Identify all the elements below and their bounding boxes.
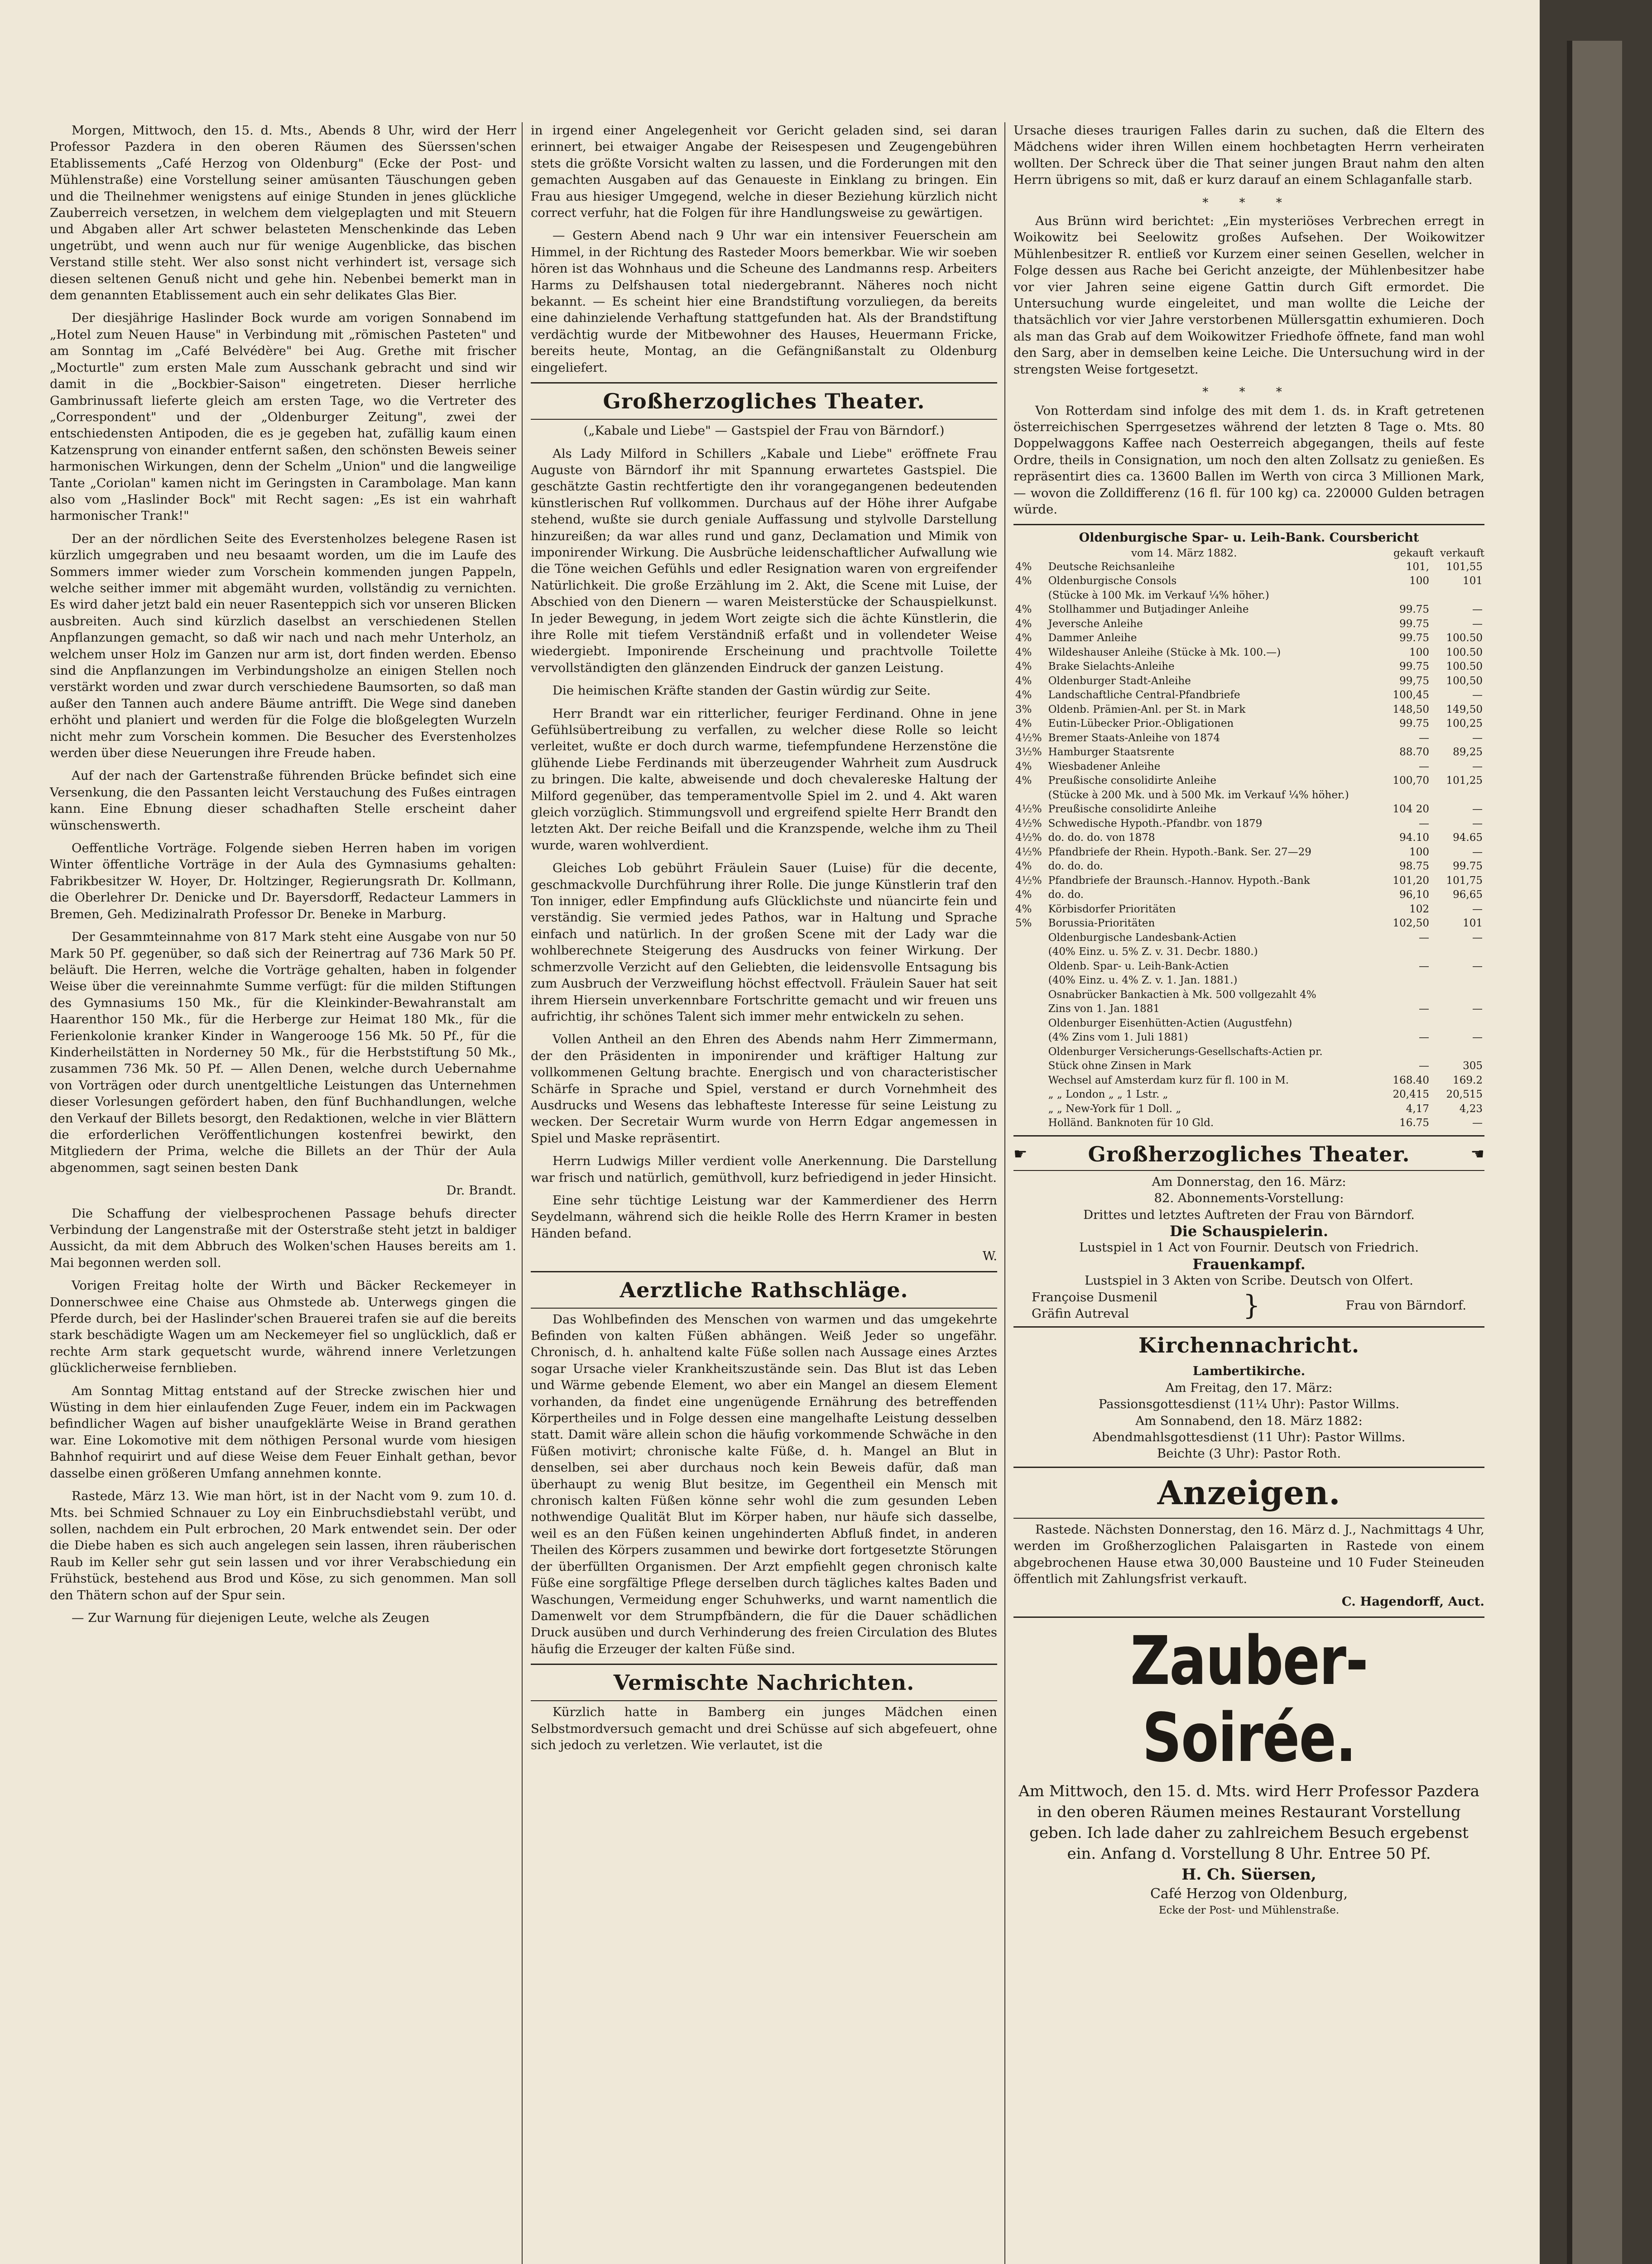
kurs-name: Hamburger Staatsrente <box>1048 746 1175 758</box>
kurs-row <box>1013 1045 1484 1060</box>
kurs-rate <box>1013 945 1047 959</box>
brace-icon: } <box>1243 1290 1260 1321</box>
kurs-verkauft: — <box>1472 817 1483 830</box>
column-divider <box>522 122 523 2264</box>
kurs-row <box>1013 560 1484 575</box>
kurs-rate: 4% <box>1015 689 1032 701</box>
theater-review-2: Die heimischen Kräfte standen der Gastin würdig zur Seite. <box>552 683 931 698</box>
kurs-verkauft: 101,25 <box>1446 775 1483 787</box>
kurs-row <box>1013 1074 1484 1088</box>
kurs-rate: 4% <box>1015 604 1032 616</box>
kurs-gekauft: — <box>1419 931 1429 944</box>
theater-review-1: Als Lady Milford in Schillers „Kabale und Liebe" eröffnete Frau Auguste von Bärndorf ihr mit Spannung erwartetes Gastspiel. Die geschätzte Gastin rechtfertigte den ihr vorangegangenen bedeutenden künstlerischen Ruf vollkommen. Durchaus auf der Höhe ihrer Aufgabe stehend, wußte sie durch geniale Auffassung und stylvolle Darstellung hinzureißen; da war alles rund und ganz, Declamation und Mimik von imponirender Wirkung. Die Ausbrüche leidenschaftlicher Aufwallung wie die Töne weichen Gefühls und edler Resignation waren von ergreifender Natürlichkeit. Die große Erzählung im 2. Akt, die Scene mit Luise, der Abschied von den Dienern — waren Meisterstücke der Schauspielkunst. In jeder Bewegung, in jedem Wort zeigte sich die ächte Künstlerin, die ihre Rolle mit tiefem Verständniß erfaßt und in vollendeter Weise wiedergiebt. Imponirende Erscheinung und prachtvolle Toilette vervollständigten den glänzenden Eindruck der ganzen Leistung. <box>531 446 997 675</box>
kurs-verkauft: — <box>1472 760 1483 772</box>
kurs-name: do. do. <box>1048 889 1084 901</box>
kurs-verkauft: 100.50 <box>1446 632 1483 644</box>
kurs-name: Borussia-Prioritäten <box>1048 917 1155 930</box>
kurs-gekauft: 88.70 <box>1399 746 1429 758</box>
article-vortraege-finance: Der Gesammteinnahme von 817 Mark steht eine Ausgabe von nur 50 Mark 50 Pf. gegenüber, so daß sich der Reinertrag auf 736 Mark 50 Pf. beläuft. Die Herren, welche die Vorträge gehalten, haben in folgender Weise über die vereinnahmte Summe verfügt: für die milden Stiftungen des Gymnasiums 150 Mk., für die Kleinkinder-Bewahranstalt am Haarenthor 150 Mk., für die Herberge zur Heimat 180 Mk., für die Ferienkolonie kranker Kinder in Wangerooge 156 Mk. 50 Pf., für die Kinderheilstätten in Norderney 50 Mk., für die Herbststiftung 50 Mk., zusammen 736 Mk. 50 Pf. — Allen Denen, welche durch Uebernahme von Vorträgen oder durch unentgeltliche Leistungen das Unternehmen dieser Vorlesungen gefördert haben, den fünf Buchhandlungen, welche den Verkauf der Billets besorgt, den Redaktionen, welche in vier Blättern die erforderlichen Veröffentlichungen kostenfrei bewirkt, den Mitgliedern der Prima, welche die Billets an der Thür der Aula abgenommen, sagt seinen besten Dank <box>50 930 516 1175</box>
kurs-gekauft: — <box>1419 1003 1429 1015</box>
kirche-line: Am Sonnabend, den 18. März 1882: <box>1135 1413 1363 1428</box>
zauber-soiree-cafe: Café Herzog von Oldenburg, <box>1150 1885 1348 1902</box>
kurs-rate <box>1013 1088 1047 1102</box>
zauber-soiree-text: Am Mittwoch, den 15. d. Mts. wird Herr Professor Pazdera in den oberen Räumen meines Restaurant Vorstellung geben. Ich lade daher zu zahlreichem Besuch ergebenst ein. Anfang d. Vorstellung 8 Uhr. Entree 50 Pf. <box>1018 1782 1479 1863</box>
kurs-name: Stollhammer und Butjadinger Anleihe <box>1048 604 1249 616</box>
kurs-rate <box>1013 1017 1047 1031</box>
kurs-name: „ „ New-York für 1 Doll. „ <box>1048 1103 1181 1115</box>
article-bamberg: Kürzlich hatte in Bamberg ein junges Mädchen einen Selbstmordversuch gemacht und drei Schüsse auf sich abgefeuert, ohne sich jedoch zu verletzen. Wie verlautet, ist die <box>531 1705 997 1752</box>
kurs-verkauft <box>1431 945 1484 959</box>
theater-play-1-info: Lustspiel in 1 Act von Fournir. Deutsch von Friedrich. <box>1079 1240 1419 1255</box>
zauber-soiree-sig: H. Ch. Süersen, <box>1181 1865 1316 1884</box>
kurs-gekauft: 102,50 <box>1393 917 1429 930</box>
kurs-row <box>1013 703 1484 717</box>
kurs-gekauft: 102 <box>1409 903 1429 915</box>
col-verkauft: verkauft <box>1440 547 1484 559</box>
kurs-row <box>1013 1102 1484 1117</box>
kurs-name: (Stücke à 200 Mk. und à 500 Mk. im Verkauf ¼% höher.) <box>1048 789 1349 801</box>
kurs-gekauft <box>1378 974 1431 988</box>
kurs-rate: 4½% <box>1015 803 1042 815</box>
cast-actress: Frau von Bärndorf. <box>1345 1298 1466 1313</box>
kurs-verkauft: — <box>1472 1117 1483 1129</box>
kurs-name: Pfandbriefe der Braunsch.-Hannov. Hypoth.-Bank <box>1048 874 1310 887</box>
kurs-row <box>1013 845 1484 860</box>
kurs-gekauft: 100 <box>1409 646 1429 658</box>
theater-play-2-info: Lustspiel in 3 Akten von Scribe. Deutsch von Olfert. <box>1085 1273 1413 1288</box>
kurs-rate <box>1013 1074 1047 1088</box>
kurs-verkauft: 99.75 <box>1453 860 1483 873</box>
article-vortraege: Oeffentliche Vorträge. Folgende sieben Herren haben im vorigen Winter öffentliche Vorträge in der Aula des Gymnasiums gehalten: Fabrikbesitzer W. Hoyer, Dr. Holtzinger, Regierungsrath Dr. Kollmann, die Oberlehrer Dr. Denicke und Dr. Bayersdorff, Redacteur Lammers in Bremen, Geh. Medizinalrath Professor Dr. Beneke in Marburg. <box>50 841 516 921</box>
article-rastede-einbruch: Rastede, März 13. Wie man hört, ist in der Nacht vom 9. zum 10. d. Mts. bei Schmied Schnauer zu Loy ein Einbruchsdiebstahl verübt, und sollen, nachdem ein Pult erbrochen, 20 Mark entwendet sein. Der oder die Diebe haben es sich auch angelegen sein lassen, ihren räuberischen Raub im Keller sehr gut sein lassen und vor ihrer Verabschiedung ein Frühstück, bestehend aus Brod und Köse, zu sich genommen. Man soll den Thätern schon auf der Spur sein. <box>50 1489 516 1602</box>
kurs-rate: 4% <box>1015 632 1032 644</box>
kurs-row <box>1013 888 1484 902</box>
kurs-name: „ „ London „ „ 1 Lstr. „ <box>1048 1089 1168 1101</box>
kursbericht-title: Oldenburgische Spar- u. Leih-Bank. Coursbericht <box>1079 531 1419 545</box>
article-versenkung: Auf der nach der Gartenstraße führenden Brücke befindet sich eine Versenkung, die den Passanten leicht Verstauchung des Fußes eintragen kann. Eine Ebnung dieser schadhaften Stelle erscheint daher wünschenswerth. <box>50 768 516 833</box>
pointing-hand-icon: ☛ <box>1013 1145 1028 1163</box>
pointing-hand-icon: ☚ <box>1470 1145 1484 1163</box>
kurs-row <box>1013 859 1484 874</box>
kurs-name: Holländ. Banknoten für 10 Gld. <box>1048 1117 1214 1129</box>
divider <box>1013 524 1484 525</box>
article-passage: Die Schaffung der vielbesprochenen Passage behufs directer Verbindung der Langenstraße mit der Osterstraße steht jetzt in baldiger Aussicht, da mit dem Abbruch des Wolken'schen Hauses bereits am 1. Mai begonnen werden soll. <box>50 1206 516 1270</box>
kurs-rate: 4% <box>1015 775 1032 787</box>
kurs-rate <box>1013 1102 1047 1117</box>
kurs-gekauft: 98.75 <box>1399 860 1429 873</box>
article-warnung: — Zur Warnung für diejenigen Leute, welche als Zeugen <box>72 1610 430 1625</box>
kurs-row <box>1013 788 1484 803</box>
divider <box>531 1700 997 1701</box>
kurs-verkauft: 101,55 <box>1446 561 1483 573</box>
kurs-gekauft: 100,70 <box>1393 775 1429 787</box>
kursbericht <box>1013 530 1484 1130</box>
kurs-name: Deutsche Reichsanleihe <box>1048 561 1175 573</box>
kurs-name: Oldenb. Spar- u. Leih-Bank-Actien <box>1048 960 1229 972</box>
separator-stars: * * * <box>1202 196 1296 210</box>
divider <box>1013 1518 1484 1519</box>
kirche-line: Am Freitag, den 17. März: <box>1165 1380 1333 1395</box>
divider <box>531 382 997 384</box>
kurs-verkauft: 169.2 <box>1453 1074 1483 1086</box>
signature: Dr. Brandt. <box>446 1183 516 1198</box>
kurs-gekauft: 99.75 <box>1399 661 1429 673</box>
theater-review-4: Gleiches Lob gebührt Fräulein Sauer (Luise) für die decente, geschmackvolle Durchführung ihrer Rolle. Die junge Künstlerin traf den Ton inniger, edler Empfindung aufs Glücklichste und nüancirte fein und verständig. Sie vermied jedes Pathos, war in Haltung und Sprache einfach und natürlich. In der großen Scene mit der Lady war die wohlberechnete Steigerung des Ausdrucks von feiner Wirkung. Der schmerzvolle Verzicht auf den Geliebten, die leidensvolle Entsagung bis zum Ausbruch der Verzweiflung höchst effectvoll. Fräulein Sauer hat seit ihrem Hiersein unverkennbare Fortschritte gemacht und wir freuen uns aufrichtig, ihr schönes Talent sich immer mehr entwickeln zu sehen. <box>531 861 997 1024</box>
kurs-gekauft: 100,45 <box>1393 689 1429 701</box>
kurs-rate: 5% <box>1015 917 1032 930</box>
kursbericht-table <box>1013 560 1484 1131</box>
kurs-verkauft: — <box>1472 1031 1483 1044</box>
role-1: Françoise Dusmenil <box>1032 1290 1157 1305</box>
kurs-gekauft: — <box>1419 760 1429 772</box>
kurs-gekauft: 101,20 <box>1393 874 1429 887</box>
kurs-gekauft: 100 <box>1409 846 1429 858</box>
kurs-verkauft: 4,23 <box>1459 1103 1483 1115</box>
kurs-gekauft: 99.75 <box>1399 718 1429 730</box>
divider <box>1013 1170 1484 1171</box>
kurs-row <box>1013 1059 1484 1074</box>
theater-play-2: Frauenkampf. <box>1192 1255 1306 1273</box>
kurs-row <box>1013 717 1484 731</box>
kurs-gekauft <box>1378 589 1431 603</box>
kurs-verkauft: 101,75 <box>1446 874 1483 887</box>
kurs-name: Körbisdorfer Prioritäten <box>1048 903 1176 915</box>
theater-abo: 82. Abonnements-Vorstellung: <box>1154 1191 1344 1206</box>
kurs-name: Oldenb. Prämien-Anl. per St. in Mark <box>1048 703 1246 715</box>
kurs-verkauft <box>1431 589 1484 603</box>
theater-review-3: Herr Brandt war ein ritterlicher, feuriger Ferdinand. Ohne in jene Gefühlsübertreibung zu verfallen, zu welcher diese Rolle so leicht verleitet, wußte er doch durch warme, tiefempfundene Herzenstöne die glühende Liebe Ferdinands mit überzeugender Wahrheit zum Ausdruck zu bringen. Die kalte, abweisende und doch chevalereske Haltung der Milford gegenüber, das temperamentvolle Spiel im 2. und 4. Akt waren gleich vorzüglich. Stimmungsvoll und ergreifend spielte Herr Brandt den letzten Akt. Der reiche Beifall und die Kranzspende, welche ihm zu Theil wurde, waren wohlverdient. <box>531 706 997 853</box>
kurs-row <box>1013 631 1484 646</box>
kurs-row <box>1013 974 1484 988</box>
kurs-verkauft: 305 <box>1463 1060 1483 1072</box>
kurs-rate: 4½% <box>1015 846 1042 858</box>
signature: W. <box>982 1249 997 1264</box>
article-bruenn: Aus Brünn wird berichtet: „Ein mysteriöses Verbrechen erregt in Woikowitz bei Seelowitz großes Aufsehen. Der Woikowitzer Mühlenbesitzer R. entließ vor Kurzem einer seinen Gesellen, welcher in Folge dessen aus Rache bei Gericht anzeigte, der Mühlenbesitzer habe vor vier Jahren seine eigene Gattin durch Gift ermordet. Die Untersuchung wurde eingeleitet, und man wollte die Leiche der thatsächlich vor vier Jahre verstorbenen Müllersgattin exhumieren. Doch als man das Grab auf dem Woikowitzer Friedhofe öffnete, fand man wohl den Sarg, aber in demselben keine Leiche. Die Untersuchung wird in der strengsten Weise fortgesetzt. <box>1013 214 1484 377</box>
theater-date: Am Donnerstag, den 16. März: <box>1152 1174 1346 1189</box>
article-everstenholz: Der an der nördlichen Seite des Everstenholzes belegene Rasen ist kürzlich umgegraben und neu besaamt worden, um die im Laufe des Sommers immer wieder zum Vorschein kommenden jungen Pappeln, welche seither immer mit abgemäht wurden, vollständig zu vernichten. Es wird daher jetzt bald ein neuer Rasenteppich sich vor unseren Blicken ausbreiten. Auch sind kürzlich daselbst an verschiedenen Stellen Anpflanzungen gemacht, so daß wir nach und nach mehr Unterholz, an welchem unser Holz im Ganzen nur arm ist, dort finden werden. Ebenso sind die Anpflanzungen im Verbindungsholze an einigen Stellen noch verstärkt worden und zwar durch verschiedene Baumsorten, so daß man außer den Tannen auch andere Bäume antrifft. Die Wege sind daneben erhöht und planiert und werden für die Folge die bloßgelegten Wurzeln nicht mehr zum Vorschein kommen. Die Besucher des Everstenholzes werden über diese Neuerungen ihre Freude haben. <box>50 531 516 761</box>
zauber-soiree-address: Ecke der Post- und Mühlenstraße. <box>1158 1904 1340 1916</box>
kurs-gekauft: 16.75 <box>1399 1117 1429 1129</box>
kurs-name: Wiesbadener Anleihe <box>1048 760 1161 772</box>
kurs-rate: 4% <box>1015 575 1032 587</box>
article-rotterdam-kaffee: Von Rotterdam sind infolge des mit dem 1. ds. in Kraft getretenen österreichischen Sperrgesetzes während der letzten 8 Tage o. Mts. 80 Doppelwaggons Kaffee nach Oesterreich abgegangen, theils auf feste Ordre, theils in Consignation, um noch den alten Zollsatz zu genießen. Es repräsentirt dies ca. 13600 Ballen im Werth von circa 3 Millionen Mark, — wovon die Zolldifferenz (16 fl. für 100 kg) ca. 220000 Gulden betragen würde. <box>1013 403 1484 517</box>
kurs-rate: 4½% <box>1015 732 1042 744</box>
kursbericht-date: vom 14. März 1882. <box>1131 547 1237 559</box>
kurs-verkauft <box>1431 988 1484 1002</box>
kurs-name: Landschaftliche Central-Pfandbriefe <box>1048 689 1240 701</box>
kurs-gekauft: 99.75 <box>1399 604 1429 616</box>
kurs-rate: 4% <box>1015 618 1032 630</box>
kurs-row <box>1013 660 1484 674</box>
kurs-verkauft: 101 <box>1463 917 1483 930</box>
zauber-soiree-title: Zauber-Soirée. <box>1130 1621 1368 1777</box>
kurs-row <box>1013 760 1484 774</box>
kurs-rate <box>1013 959 1047 974</box>
kurs-verkauft: 89,25 <box>1453 746 1483 758</box>
separator-stars: * * * <box>1202 385 1296 399</box>
kurs-gekauft: 99.75 <box>1399 632 1429 644</box>
kurs-row <box>1013 617 1484 632</box>
kurs-rate <box>1013 931 1047 945</box>
kurs-row <box>1013 1031 1484 1045</box>
kurs-row <box>1013 802 1484 817</box>
kurs-row <box>1013 1017 1484 1031</box>
kirche-line: Passionsgottesdienst (11¼ Uhr): Pastor Willms. <box>1098 1397 1400 1412</box>
kurs-name: Oldenburger Stadt-Anleihe <box>1048 675 1191 687</box>
kurs-verkauft: 149,50 <box>1446 703 1483 715</box>
kurs-rate: 4% <box>1015 903 1032 915</box>
kurs-gekauft: 104 20 <box>1393 803 1429 815</box>
kirchennachricht-heading: Kirchennachricht. <box>1138 1333 1359 1358</box>
kurs-rate: 4% <box>1015 675 1032 687</box>
kurs-name: (40% Einz. u. 5% Z. v. 31. Decbr. 1880.) <box>1048 946 1258 958</box>
kurs-row <box>1013 646 1484 660</box>
kurs-verkauft <box>1431 1017 1484 1031</box>
kurs-rate: 3½% <box>1015 746 1042 758</box>
kurs-name: do. do. do. <box>1048 860 1103 873</box>
kurs-verkauft: 96,65 <box>1453 889 1483 901</box>
section-heading-vermischt: Vermischte Nachrichten. <box>613 1670 915 1695</box>
kursbericht-subheader <box>1013 547 1484 560</box>
article-bamberg-cont: Ursache dieses traurigen Falles darin zu suchen, daß die Eltern des Mädchens wider ihren Willen einem hochbetagten Herrn verheiraten wollten. Der Schreck über die That seiner jungen Braut nahm den alten Herrn übrigens so mit, daß er kurz darauf an einem Schlaganfalle starb. <box>1013 123 1484 187</box>
kurs-name: Oldenburgische Landesbank-Actien <box>1048 931 1237 944</box>
kurs-row <box>1013 931 1484 945</box>
kurs-gekauft <box>1378 788 1431 803</box>
kurs-rate: 4% <box>1015 661 1032 673</box>
kurs-verkauft: — <box>1472 960 1483 972</box>
role-2: Gräfin Autreval <box>1032 1306 1129 1321</box>
theater-cast <box>1013 1289 1484 1322</box>
kurs-verkauft: — <box>1472 846 1483 858</box>
article-zauber-notice: Morgen, Mittwoch, den 15. d. Mts., Abends 8 Uhr, wird der Herr Professor Pazdera in den oberen Räumen des Süerssen'schen Etablissements „Café Herzog von Oldenburg" (Ecke der Post- und Mühlenstraße) eine Vorstellung seiner amüsanten Täuschungen geben und die Theilnehmer wenigstens auf einige Stunden in jenes glückliche Zauberreich versetzen, in welchem dem vielgeplagten und mit Steuern und Abgaben aller Art schwer belasteten Menschenkinde das Leben ungetrübt, und wenn auch nur für wenige Augenblicke, das bischen Verstand stille steht. Wer also sonst nicht verhindert ist, versage sich diesen seltenen Genuß nicht und gehe hin. Nebenbei bemerkt man in dem genannten Etablissement auch ein sehr delikates Glas Bier. <box>50 123 516 303</box>
kurs-name: Oldenburger Eisenhütten-Actien (Augustfehn) <box>1048 1017 1292 1029</box>
kurs-verkauft <box>1431 974 1484 988</box>
theater-announcement-header <box>1013 1141 1484 1167</box>
column-1 <box>50 122 516 1632</box>
kirche-line: Beichte (3 Uhr): Pastor Roth. <box>1157 1446 1341 1461</box>
anzeige-rastede: Rastede. Nächsten Donnerstag, den 16. März d. J., Nachmittags 4 Uhr, werden im Großherzoglichen Palaisgarten in Rastede von einem abgebrochenen Hause etwa 30,000 Bausteine und 10 Fuder Steineuden öffentlich mit Zahlungsfrist verkauft. <box>1013 1522 1484 1587</box>
kurs-row <box>1013 1002 1484 1017</box>
col-gekauft: gekauft <box>1393 547 1434 559</box>
kurs-gekauft: — <box>1419 732 1429 744</box>
divider <box>1013 1616 1484 1618</box>
kurs-row <box>1013 1116 1484 1131</box>
kurs-gekauft: 101, <box>1406 561 1429 573</box>
kurs-name: Wildeshauser Anleihe (Stücke à Mk. 100.—) <box>1048 646 1281 658</box>
kurs-verkauft: 100,50 <box>1446 675 1483 687</box>
kurs-rate: 4½% <box>1015 817 1042 830</box>
kurs-rate: 4% <box>1015 760 1032 772</box>
kurs-name: Preußische consolidirte Anleihe <box>1048 775 1217 787</box>
kurs-rate <box>1013 1045 1047 1060</box>
kurs-row <box>1013 731 1484 746</box>
kurs-verkauft: — <box>1472 803 1483 815</box>
theater-line: Drittes und letztes Auftreten der Frau von Bärndorf. <box>1083 1207 1415 1222</box>
kirche-line: Abendmahlsgottesdienst (11 Uhr): Pastor Willms. <box>1092 1430 1406 1445</box>
kurs-rate: 4½% <box>1015 832 1042 844</box>
kurs-rate <box>1013 1116 1047 1131</box>
kurs-row <box>1013 589 1484 603</box>
kurs-verkauft <box>1431 1045 1484 1060</box>
divider <box>531 419 997 420</box>
kurs-row <box>1013 959 1484 974</box>
kurs-row <box>1013 688 1484 703</box>
column-3 <box>1013 122 1484 1918</box>
kurs-gekauft: — <box>1419 817 1429 830</box>
kurs-verkauft: 100.50 <box>1446 661 1483 673</box>
kurs-rate: 4% <box>1015 561 1032 573</box>
kurs-name: Bremer Staats-Anleihe von 1874 <box>1048 732 1220 744</box>
kurs-verkauft: — <box>1472 732 1483 744</box>
kurs-name: Schwedische Hypoth.-Pfandbr. von 1879 <box>1048 817 1263 830</box>
kurs-name: Wechsel auf Amsterdam kurz für fl. 100 in M. <box>1048 1074 1289 1086</box>
kurs-row <box>1013 831 1484 845</box>
binding-edge <box>1567 41 1622 2264</box>
kurs-rate: 4% <box>1015 860 1032 873</box>
kurs-name: Eutin-Lübecker Prior.-Obligationen <box>1048 718 1234 730</box>
divider <box>531 1271 997 1272</box>
kurs-name: Pfandbriefe der Rhein. Hypoth.-Bank. Ser. 27—29 <box>1048 846 1311 858</box>
kurs-gekauft <box>1378 1017 1431 1031</box>
anzeigen <box>1013 1473 1484 1610</box>
theater-subtitle: („Kabale und Liebe" — Gastspiel der Frau von Bärndorf.) <box>583 423 945 438</box>
anzeigen-heading: Anzeigen. <box>1157 1473 1341 1512</box>
kurs-name: do. do. do. von 1878 <box>1048 832 1155 844</box>
kurs-name: Preußische consolidirte Anleihe <box>1048 803 1217 815</box>
article-feuer-zug: Am Sonntag Mittag entstand auf der Strecke zwischen hier und Wüsting in dem hier einlaufenden Zuge Feuer, indem ein im Packwagen befindlicher Wagen auf bisher unaufgeklärte Weise in Brand gerathen war. Eine Lokomotive mit dem nöthigen Personal wurde vom hiesigen Bahnhof requirirt und auf diese Weise dem Feuer Einhalt gethan, bevor dasselbe einen größeren Umfang annehmen konnte. <box>50 1383 516 1481</box>
kurs-verkauft: — <box>1472 931 1483 944</box>
kirchennachricht <box>1013 1332 1484 1462</box>
kurs-gekauft: 20,415 <box>1393 1089 1429 1101</box>
kurs-verkauft: — <box>1472 618 1483 630</box>
book-binding <box>1540 0 1652 2264</box>
kurs-rate: 3% <box>1015 703 1032 715</box>
kurs-rate <box>1013 589 1047 603</box>
kurs-row <box>1013 902 1484 917</box>
zauber-soiree-ad <box>1013 1622 1484 1918</box>
article-brand-delfshausen: — Gestern Abend nach 9 Uhr war ein intensiver Feuerschein am Himmel, in der Richtung des Rasteder Moors bemerkbar. Wie wir soeben hören ist das Wohnhaus und die Scheune des Landmanns resp. Arbeiters Harms zu Delfshausen total niedergebrannt. Näheres noch nicht bekannt. — Es scheint hier eine Brandstiftung vorzuliegen, da bereits eine dahinzielende Verhaftung stattgefunden hat. Als der Brandstiftung verdächtig wurde der Mitbewohner des Hauses, Heuermann Fricke, bereits heute, Montag, an die Gefängnißanstalt zu Oldenburg eingeliefert. <box>531 228 997 375</box>
divider <box>1013 1326 1484 1328</box>
kurs-gekauft: 4,17 <box>1406 1103 1429 1115</box>
kurs-rate: 4% <box>1015 646 1032 658</box>
kurs-rate <box>1013 1002 1047 1017</box>
kurs-verkauft: — <box>1472 689 1483 701</box>
kurs-row <box>1013 745 1484 760</box>
theater-review-6: Herrn Ludwigs Miller verdient volle Anerkennung. Die Darstellung war frisch und natürlich, gemüthvoll, kurz befriedigend in jeder Hinsicht. <box>531 1154 997 1185</box>
divider <box>1013 1135 1484 1137</box>
kurs-verkauft: 20,515 <box>1446 1089 1483 1101</box>
kurs-name: Oldenburgische Consols <box>1048 575 1177 587</box>
kurs-row <box>1013 916 1484 931</box>
kurs-row <box>1013 574 1484 589</box>
kurs-rate: 4% <box>1015 718 1032 730</box>
article-zeugen-cont: in irgend einer Angelegenheit vor Gericht geladen sind, sei daran erinnert, bei etwaiger Angabe der Reisespesen und Zeugengebühren stets die größte Vorsicht walten zu lassen, und die Forderungen mit den gemachten Ausgaben auf das Genaueste in Einklang zu bringen. Ein Frau aus hiesiger Umgegend, welche in dieser Beziehung kürzlich nicht correct verfuhr, hat die Folgen für ihre Handlungsweise zu gewärtigen. <box>531 123 997 221</box>
theater-play-1: Die Schauspielerin. <box>1169 1222 1329 1240</box>
kurs-rate <box>1013 788 1047 803</box>
kurs-row <box>1013 603 1484 617</box>
theater-announcement-heading: Großherzogliches Theater. <box>1088 1142 1410 1166</box>
kurs-row <box>1013 817 1484 831</box>
kurs-gekauft: 99.75 <box>1399 618 1429 630</box>
kurs-rate: 4½% <box>1015 874 1042 887</box>
kurs-verkauft: 100,25 <box>1446 718 1483 730</box>
kurs-gekauft <box>1378 1045 1431 1060</box>
kurs-verkauft <box>1431 788 1484 803</box>
column-divider <box>1004 122 1005 2264</box>
kurs-name: Jeversche Anleihe <box>1048 618 1143 630</box>
divider <box>531 1308 997 1309</box>
kurs-gekauft: 99,75 <box>1399 675 1429 687</box>
article-kalte-fuesse: Das Wohlbefinden des Menschen von warmen und das umgekehrte Befinden von kalten Füßen abhängen. Weiß Jeder so ungefähr. Chronisch, d. h. anhaltend kalte Füße sollen nach Aussage eines Arztes sogar Ursache vieler Krankheitszustände sein. Das Blut ist das Leben und Wärme gebende Element, wo aber ein Mangel an diesem Element vorhanden, da findet eine ungenügende Ernährung des betreffenden Körpertheiles und in Folge dessen eine mangelhafte Leistung desselben statt. Damit wäre allein schon die häufig vorkommende Schwäche in den Füßen motivirt; chronische kalte Füße, d. h. Mangel an Blut in denselben, sei aber durchaus noch kein Beweis dafür, daß man überhaupt zu wenig Blut besitze, im Gegentheil ein Mensch mit chronisch kalten Füßen könne sehr wohl die zum gesunden Leben nothwendige Qualität Blut im Körper haben, nur häufe sich dasselbe, weil es an den Füßen keinen ungehinderten Abfluß findet, in anderen Theilen des Körpers zusammen und bewirke dort fortgesetzte Störungen der überfüllten Organismen. Der Arzt empfiehlt gegen chronisch kalte Füße eine sorgfältige Pflege derselben durch tägliches kaltes Baden und Waschungen, Vermeidung enger Schuhwerks, und warnt namentlich die Damenwelt vor dem Strumpfbändern, die für die Dauer schädlichen Druck ausüben und durch Verhinderung des freien Circulation des Blutes häufig die Erzeuger der kalten Füße sind. <box>531 1312 997 1656</box>
kurs-gekauft: — <box>1419 1031 1429 1044</box>
kurs-name: Osnabrücker Bankactien à Mk. 500 vollgezahlt 4% <box>1048 988 1316 1001</box>
kurs-name: (Stücke à 100 Mk. im Verkauf ¼% höher.) <box>1048 589 1269 601</box>
kurs-gekauft: 96,10 <box>1399 889 1429 901</box>
kurs-rate <box>1013 988 1047 1002</box>
kurs-gekauft <box>1378 988 1431 1002</box>
kurs-rate <box>1013 974 1047 988</box>
kurs-gekauft <box>1378 945 1431 959</box>
anzeige-signature: C. Hagendorff, Auct. <box>1341 1594 1484 1609</box>
kurs-gekauft: 94.10 <box>1399 832 1429 844</box>
kurs-name: (4% Zins vom 1. Juli 1881) <box>1048 1031 1188 1044</box>
kurs-gekauft: — <box>1419 1060 1429 1072</box>
kurs-rate <box>1013 1031 1047 1045</box>
theater-announcement <box>1013 1141 1484 1322</box>
kurs-rate <box>1013 1059 1047 1074</box>
divider <box>1013 1467 1484 1468</box>
column-2 <box>531 122 997 1760</box>
theater-review-5: Vollen Antheil an den Ehren des Abends nahm Herr Zimmermann, der den Präsidenten in imponirender und kräftiger Haltung zur vollkommenen Geltung brachte. Energisch und von characteristischer Schärfe in Sprache und Spiel, verstand er durch Vornehmheit des Ausdrucks und Wesens das lebhafteste Interesse für seine Leistung zu wecken. Der Secretair Wurm wurde von Herrn Edgar angemessen in Spiel und Maske repräsentirt. <box>531 1032 997 1146</box>
kurs-row <box>1013 1088 1484 1102</box>
kurs-verkauft: — <box>1472 903 1483 915</box>
kurs-name: (40% Einz. u. 4% Z. v. 1. Jan. 1881.) <box>1048 974 1238 987</box>
kurs-verkauft: — <box>1472 1003 1483 1015</box>
theater-cast-roles <box>1032 1289 1157 1322</box>
article-haslinder-bock: Der diesjährige Haslinder Bock wurde am vorigen Sonnabend im „Hotel zum Neuen Hause" in Verbindung mit „römischen Pasteten" und am Sonntag im „Café Belvédère" bei Aug. Grethe mit frischer „Mocturtle" zum ersten Male zum Ausschank gebracht und sind wir damit in die „Bockbier-Saison" eingetreten. Dieser herrliche Gambrinussaft lieferte gleich am ersten Tage, wo die Vertreter des „Correspondent" und der „Oldenburger Zeitung", zwei der entschiedensten Antipoden, die es je gegeben hat, zufällig kaum einen Katzensprung von einander entfernt saßen, den schönsten Beweis seiner harmonischen Wirkungen, denn der Schelm „Union" und die langweilige Tante „Coriolan" kamen nicht im Geringsten in Carambolage. Man kann also vom „Haslinder Bock" mit Recht sagen: „Es ist ein wahrhaft harmonischer Trank!" <box>50 311 516 523</box>
kurs-name: Stück ohne Zinsen in Mark <box>1048 1060 1191 1072</box>
theater-review-7: Eine sehr tüchtige Leistung war der Kammerdiener des Herrn Seydelmann, während sich die heikle Rolle des Herrn Kramer in besten Händen befand. <box>531 1193 997 1241</box>
kurs-row <box>1013 774 1484 788</box>
divider <box>531 1664 997 1665</box>
kurs-name: Dammer Anleihe <box>1048 632 1137 644</box>
kurs-verkauft: 100.50 <box>1446 646 1483 658</box>
kurs-gekauft: 168.40 <box>1393 1074 1429 1086</box>
kurs-verkauft: 94.65 <box>1453 832 1483 844</box>
kirche-name: Lambertikirche. <box>1192 1364 1306 1379</box>
section-heading-aerztlich: Aerztliche Rathschläge. <box>620 1277 908 1302</box>
kurs-verkauft: — <box>1472 604 1483 616</box>
section-heading-theater: Großherzogliches Theater. <box>603 389 925 414</box>
kurs-name: Brake Sielachts-Anleihe <box>1048 661 1175 673</box>
article-pferde: Vorigen Freitag holte der Wirth und Bäcker Reckemeyer in Donnerschwee eine Chaise aus Ohmstede ab. Unterwegs gingen die Pferde durch, bei der Haslinder'schen Brauerei trafen sie auf die bereits stark beschädigte Wagen um am Neckemeyer fiel so unglücklich, daß er rechte Arm stark gequetscht wurde, während innere Verletzungen glücklicherweise fernblieben. <box>50 1278 516 1376</box>
kurs-gekauft: — <box>1419 960 1429 972</box>
kurs-name: Zins von 1. Jan. 1881 <box>1048 1003 1160 1015</box>
kurs-row <box>1013 674 1484 689</box>
kurs-gekauft: 148,50 <box>1393 703 1429 715</box>
kursbericht-cols <box>1393 547 1484 560</box>
kurs-row <box>1013 874 1484 888</box>
kurs-row <box>1013 988 1484 1002</box>
kurs-gekauft: 100 <box>1409 575 1429 587</box>
kurs-rate: 4% <box>1015 889 1032 901</box>
kurs-name: Oldenburger Versicherungs-Gesellschafts-Actien pr. <box>1048 1046 1323 1058</box>
kurs-verkauft: 101 <box>1463 575 1483 587</box>
kurs-row <box>1013 945 1484 959</box>
